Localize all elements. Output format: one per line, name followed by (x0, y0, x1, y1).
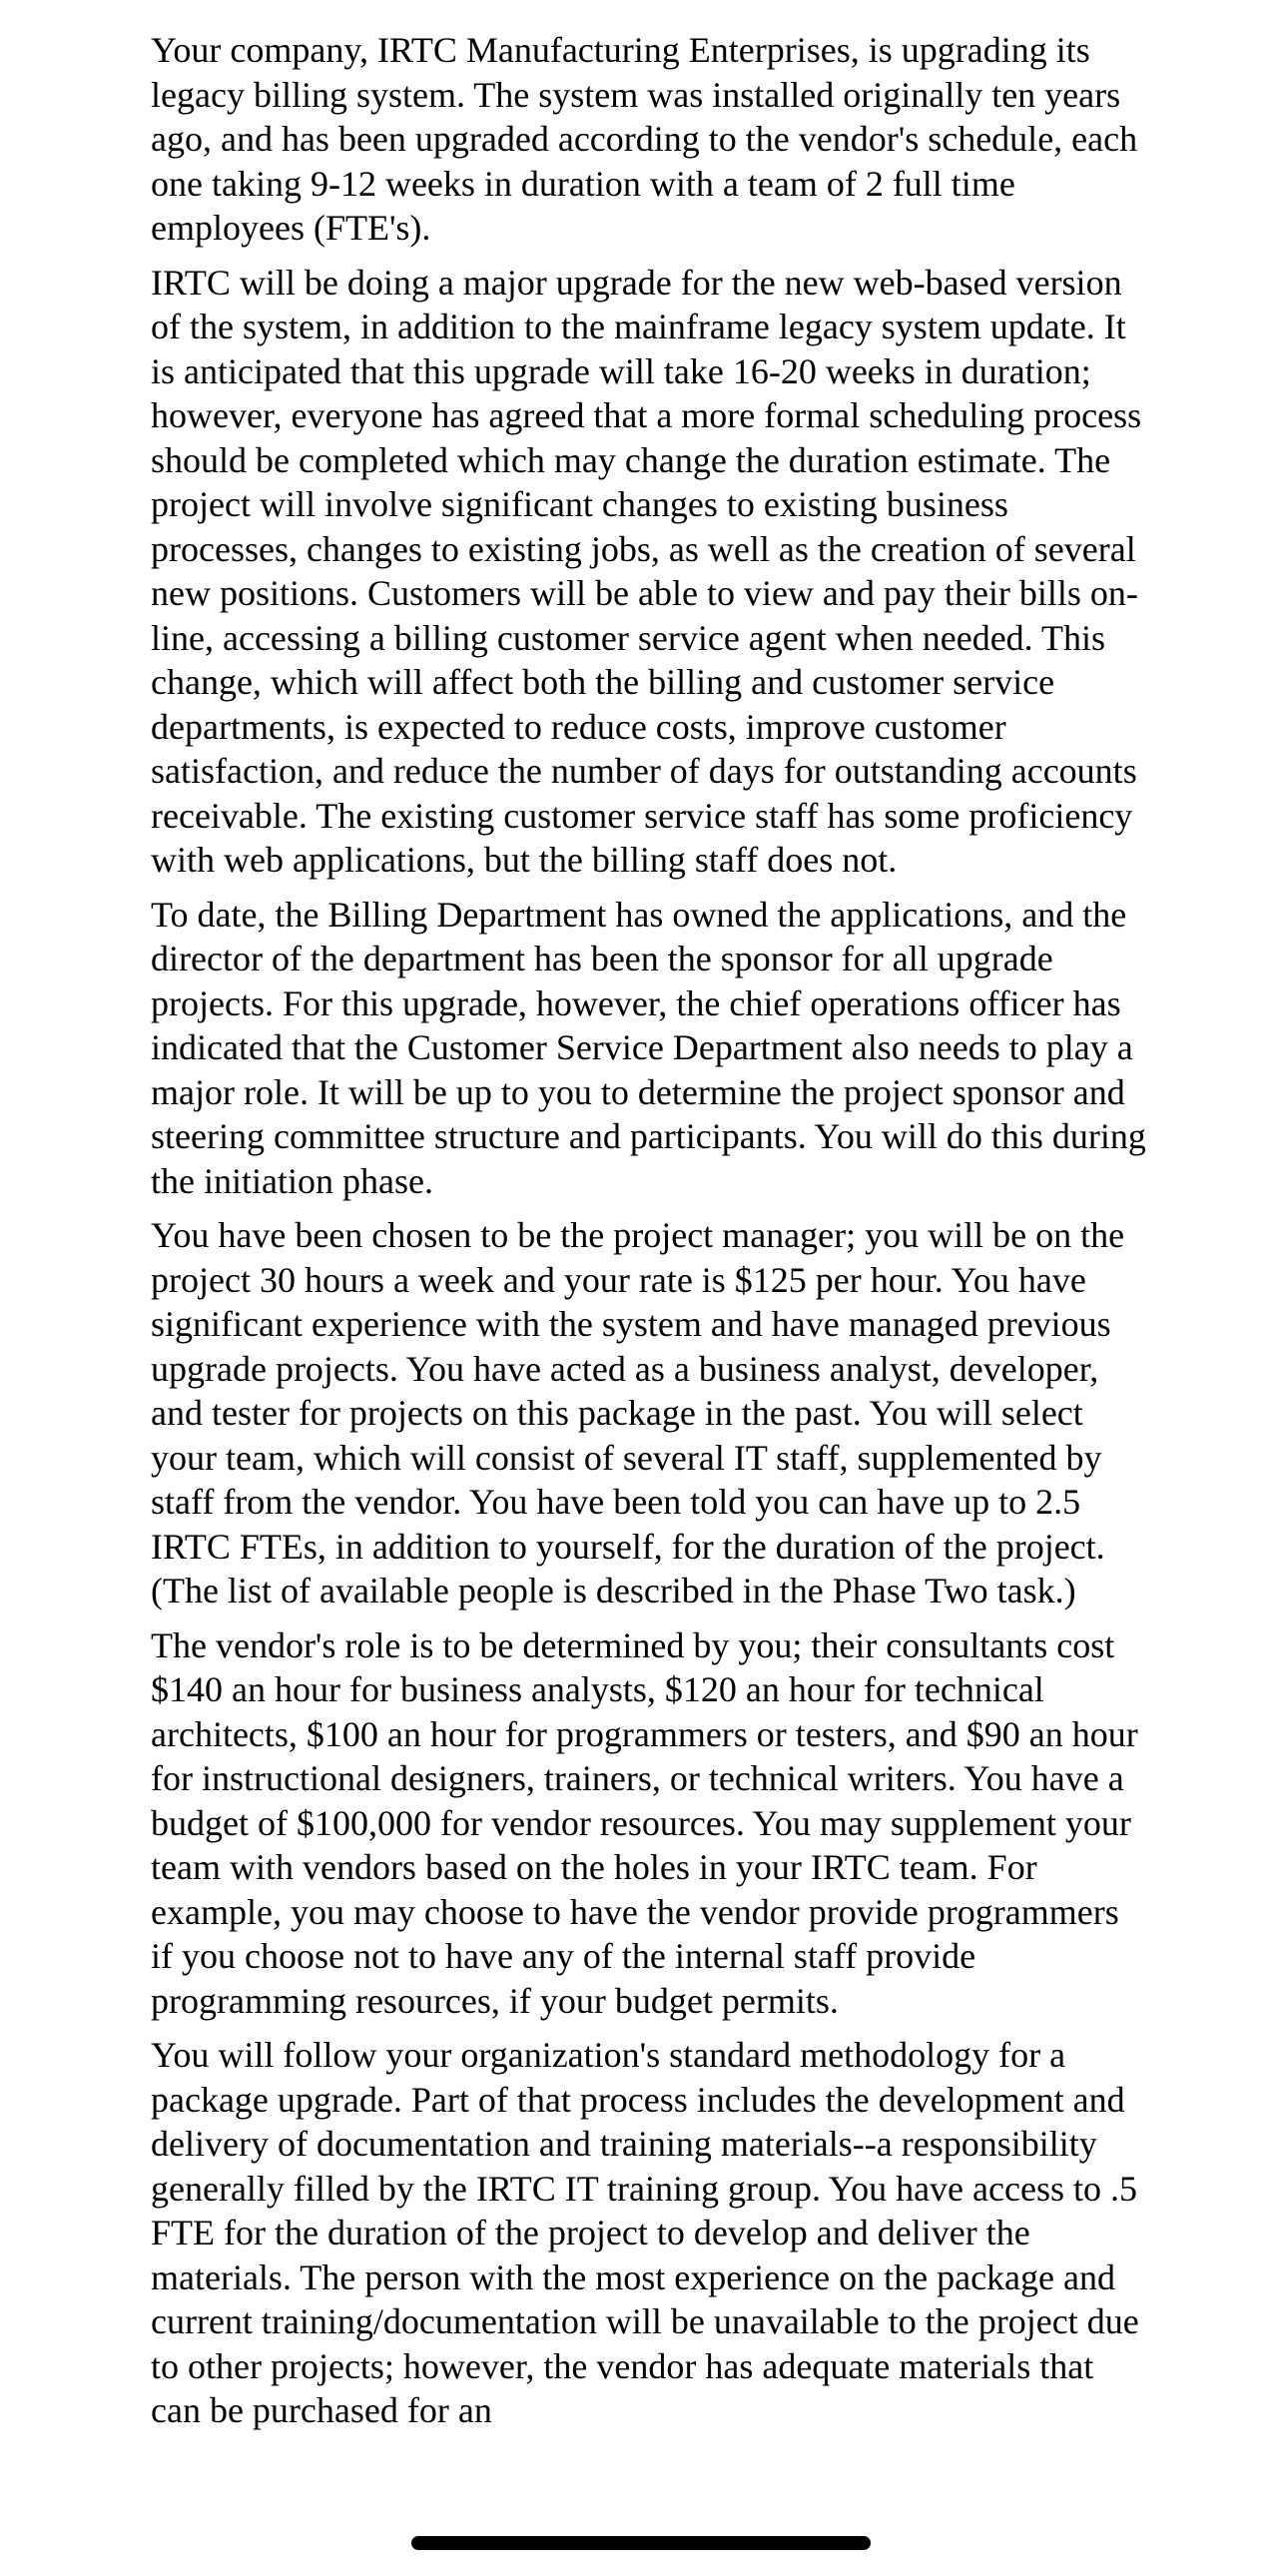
home-indicator[interactable] (411, 2536, 871, 2550)
paragraph-1: Your company, IRTC Manufacturing Enterprises, is upgrading its legacy billing system. The system was installed originally ten years ago, and has been upgraded according to the vendor's schedule, each one taking 9-12 weeks in duration with a team of 2 full time employees (FTE's). (151, 30, 1138, 248)
paragraph-6: You will follow your organization's standard methodology for a package upgrade. Part of that process includes the development and delivery of documentation and training materials--a responsibility generally filled by the IRTC IT training group. You have access to .5 FTE for the duration of the project to develop and deliver the materials. The person with the most experience on the package and current training/documentation will be unavailable to the project due to other projects; however, the vendor has adequate materials that can be purchased for an (151, 2035, 1139, 2430)
paragraph-4: You have been chosen to be the project manager; you will be on the project 30 hours a week and your rate is $125 per hour. You have significant experience with the system and have managed previous upgrade projects. You have acted as a business analyst, developer, and tester for projects on this package in the past. You will select your team, which will consist of several IT staff, supplemented by staff from the vendor. You have been told you can have up to 2.5 IRTC FTEs, in addition to yourself, for the duration of the project. (The list of available people is described in the Phase Two task.) (151, 1215, 1125, 1610)
paragraph-3: To date, the Billing Department has owned the applications, and the director of the department has been the sponsor for all upgrade projects. For this upgrade, however, the chief operations officer has indicated that the Customer Service Department also needs to play a major role. It will be up to you to determine the project sponsor and steering committee structure and participants. You will do this during the initiation phase. (151, 894, 1146, 1201)
document-body (151, 28, 1149, 2443)
paragraph-2: IRTC will be doing a major upgrade for the new web-based version of the system, in addition to the mainframe legacy system update. It is anticipated that this upgrade will take 16-20 weeks in duration; however, everyone has agreed that a more formal scheduling process should be completed which may change the duration estimate. The project will involve significant changes to existing business processes, changes to existing jobs, as well as the creation of several new positions. Customers will be able to view and pay their bills on-line, accessing a billing customer service agent when needed. This change, which will affect both the billing and customer service departments, is expected to reduce costs, improve customer satisfaction, and reduce the number of days for outstanding accounts receivable. The existing customer service staff has some proficiency with web applications, but the billing staff does not. (151, 262, 1142, 880)
paragraph-5: The vendor's role is to be determined by you; their consultants cost $140 an hour for business analysts, $120 an hour for technical architects, $100 an hour for programmers or testers, and $90 an hour for instructional designers, trainers, or technical writers. You have a budget of $100,000 for vendor resources. You may supplement your team with vendors based on the holes in your IRTC team. For example, you may choose to have the vendor provide programmers if you choose not to have any of the internal staff provide programming resources, if your budget permits. (151, 1624, 1138, 2021)
